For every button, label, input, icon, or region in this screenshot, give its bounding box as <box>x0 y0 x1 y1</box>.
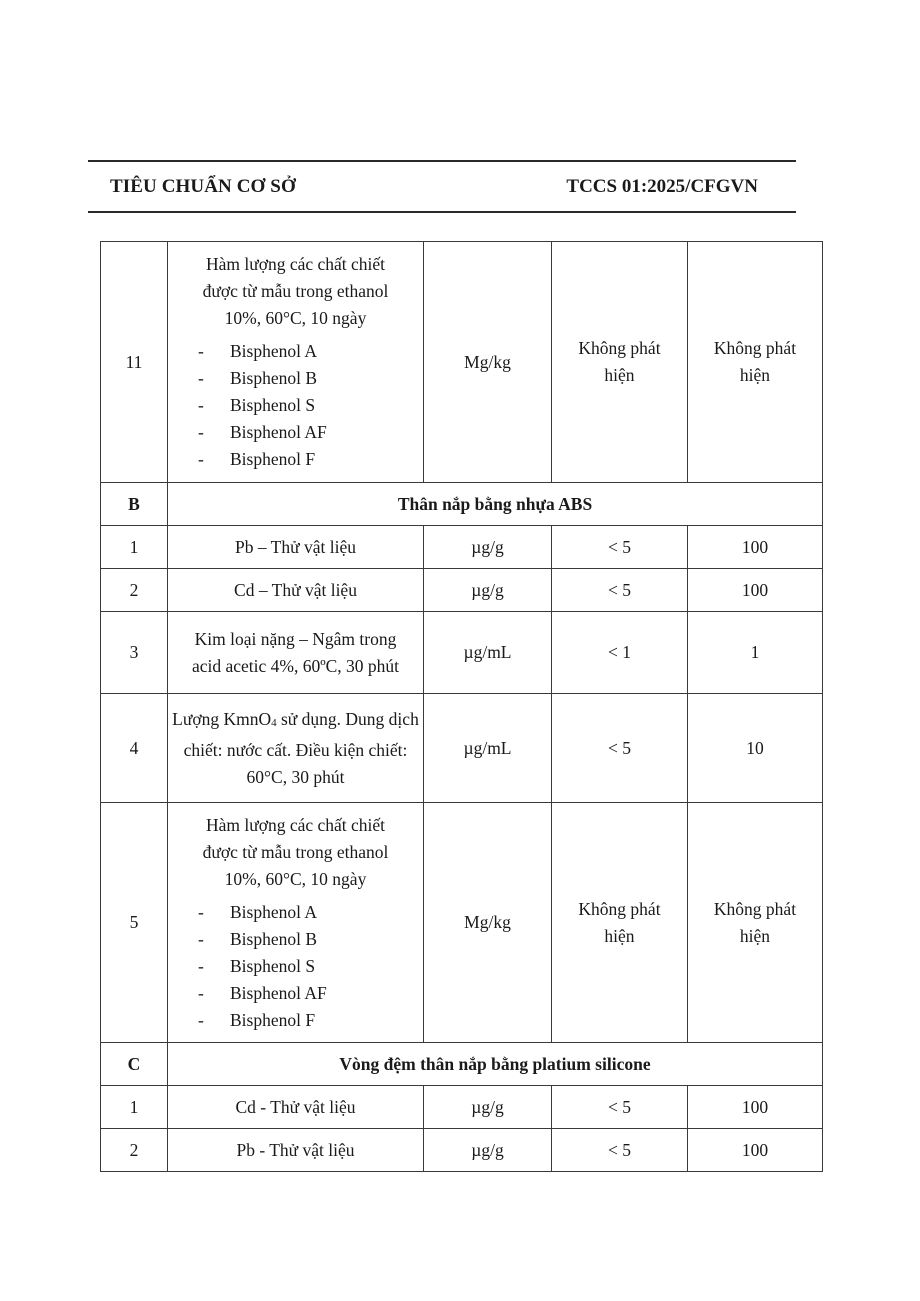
result-cell: < 5 <box>552 694 688 803</box>
limit-cell: 100 <box>688 569 823 612</box>
limit-cell: 100 <box>688 1129 823 1172</box>
section-letter: B <box>101 483 168 526</box>
limit-cell: Không phát hiện <box>688 803 823 1043</box>
list-dash: - <box>198 955 204 976</box>
list-dash: - <box>198 982 204 1003</box>
table-row-b-5 <box>101 803 823 1043</box>
list-item <box>198 392 423 419</box>
section-title: Thân nắp bằng nhựa ABS <box>168 483 823 526</box>
row-number: 2 <box>101 569 168 612</box>
list-item <box>198 953 423 980</box>
result-cell: Không phát hiện <box>552 803 688 1043</box>
substance-name: Bisphenol S <box>230 955 316 976</box>
unit-cell: µg/g <box>424 569 552 612</box>
list-dash: - <box>198 341 204 361</box>
section-letter: C <box>101 1043 168 1086</box>
document-header <box>88 160 796 213</box>
substance-list <box>168 338 423 473</box>
list-dash: - <box>198 368 204 388</box>
specification-table <box>100 241 823 1172</box>
list-item <box>198 338 423 365</box>
substance-name: Bisphenol A <box>230 341 318 361</box>
table-row-b-2 <box>101 569 823 612</box>
list-dash: - <box>198 422 204 442</box>
criterion-intro-line: 10%, 60°C, 10 ngày <box>224 868 367 889</box>
limit-cell: 1 <box>688 612 823 694</box>
unit-cell: µg/mL <box>424 694 552 803</box>
row-number: 4 <box>101 694 168 803</box>
criterion-intro-line: được từ mẫu trong ethanol <box>202 281 389 301</box>
criterion-intro-line: 10%, 60°C, 10 ngày <box>224 308 367 328</box>
table-row-c-2 <box>101 1129 823 1172</box>
list-item <box>198 365 423 392</box>
subscript-4: 4 <box>271 716 277 729</box>
criterion-cell: Pb - Thử vật liệu <box>168 1129 424 1172</box>
substance-name: Bisphenol A <box>230 901 318 922</box>
list-item <box>198 926 423 953</box>
row-number: 1 <box>101 1086 168 1129</box>
unit-cell: µg/mL <box>424 612 552 694</box>
list-dash: - <box>198 901 204 922</box>
row-number: 5 <box>101 803 168 1043</box>
list-item <box>198 899 423 926</box>
list-item <box>198 419 423 446</box>
criterion-cell <box>168 803 424 1043</box>
unit-cell: Mg/kg <box>424 242 552 483</box>
criterion-text-pre: Lượng KmnO <box>172 708 272 729</box>
substance-name: Bisphenol S <box>230 395 316 415</box>
row-number: 3 <box>101 612 168 694</box>
section-header-b <box>101 483 823 526</box>
criterion-intro-line: được từ mẫu trong ethanol <box>202 841 389 862</box>
list-dash: - <box>198 928 204 949</box>
table-row-c-1 <box>101 1086 823 1129</box>
substance-name: Bisphenol AF <box>230 422 327 442</box>
criterion-cell: Cd - Thử vật liệu <box>168 1086 424 1129</box>
criterion-cell <box>168 242 424 483</box>
result-cell: < 5 <box>552 1086 688 1129</box>
criterion-cell: Kim loại nặng – Ngâm trong acid acetic 4%, 60ºC, 30 phút <box>168 612 424 694</box>
substance-name: Bisphenol B <box>230 368 318 388</box>
substance-name: Bisphenol F <box>230 449 316 469</box>
row-number: 11 <box>101 242 168 483</box>
limit-cell: Không phát hiện <box>688 242 823 483</box>
substance-list <box>168 899 423 1034</box>
criterion-intro-line: Hàm lượng các chất chiết <box>205 254 386 274</box>
result-cell: < 1 <box>552 612 688 694</box>
criterion-cell: Cd – Thử vật liệu <box>168 569 424 612</box>
unit-cell: Mg/kg <box>424 803 552 1043</box>
unit-cell: µg/g <box>424 1129 552 1172</box>
table-row-a-11 <box>101 242 823 483</box>
criterion-cell <box>168 694 424 803</box>
substance-name: Bisphenol B <box>230 928 318 949</box>
section-title: Vòng đệm thân nắp bằng platium silicone <box>168 1043 823 1086</box>
list-dash: - <box>198 395 204 415</box>
list-item <box>198 1007 423 1034</box>
standard-code: TCCS 01:2025/CFGVN <box>566 176 758 197</box>
limit-cell: 100 <box>688 1086 823 1129</box>
row-number: 2 <box>101 1129 168 1172</box>
limit-cell: 10 <box>688 694 823 803</box>
table-row-b-3 <box>101 612 823 694</box>
row-number: 1 <box>101 526 168 569</box>
section-header-c <box>101 1043 823 1086</box>
list-item <box>198 980 423 1007</box>
list-dash: - <box>198 449 204 469</box>
table-row-b-1 <box>101 526 823 569</box>
table-row-b-4 <box>101 694 823 803</box>
substance-name: Bisphenol F <box>230 1009 316 1030</box>
limit-cell: 100 <box>688 526 823 569</box>
criterion-intro-line: Hàm lượng các chất chiết <box>205 814 386 835</box>
result-cell: Không phát hiện <box>552 242 688 483</box>
criterion-cell: Pb – Thử vật liệu <box>168 526 424 569</box>
list-item <box>198 446 423 473</box>
result-cell: < 5 <box>552 1129 688 1172</box>
unit-cell: µg/g <box>424 1086 552 1129</box>
substance-name: Bisphenol AF <box>230 982 327 1003</box>
unit-cell: µg/g <box>424 526 552 569</box>
criterion-text-post: sử dụng. Dung dịch chiết: nước cất. Điều kiện chiết: 60°C, 30 phút <box>183 708 419 787</box>
result-cell: < 5 <box>552 569 688 612</box>
result-cell: < 5 <box>552 526 688 569</box>
list-dash: - <box>198 1009 204 1030</box>
standard-type-title: TIÊU CHUẨN CƠ SỞ <box>110 176 296 197</box>
